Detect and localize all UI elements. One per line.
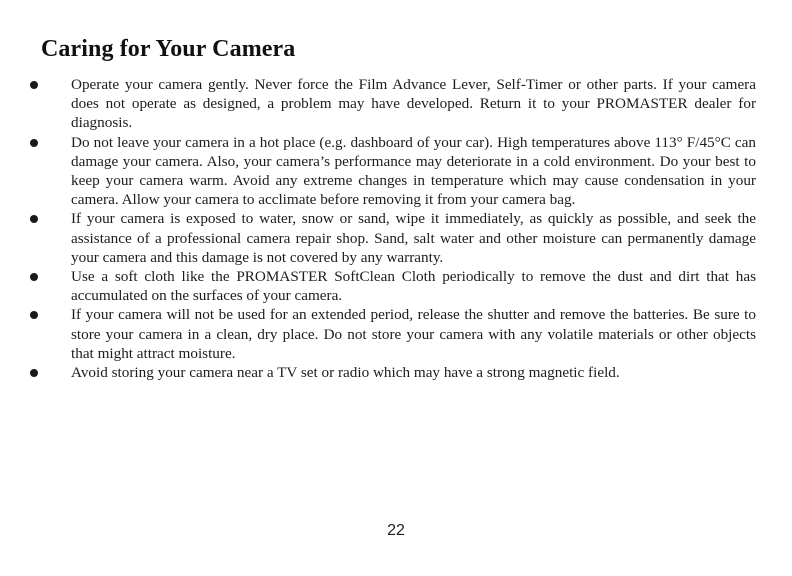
bullet-icon: [30, 215, 38, 223]
list-item-text: Avoid storing your camera near a TV set or radio which may have a strong magnetic field.: [71, 364, 620, 382]
bullet-icon: [30, 369, 38, 377]
list-item-text: If your camera will not be used for an extended period, release the shutter and remove the batteries. Be sure to store your camera in a clean, dry place. Do not store your camera with any volatile materials or other objects that might attract moisture.: [71, 306, 756, 362]
care-instructions-list: [30, 75, 756, 382]
list-item: [30, 209, 756, 267]
list-item-text: If your camera is exposed to water, snow or sand, wipe it immediately, as quickly as possible, and seek the assistance of a professional camera repair shop. Sand, salt water and other moisture can permanently damage your camera and this damage is not covered by any warranty.: [71, 210, 756, 266]
list-item: [30, 267, 756, 305]
list-item: [30, 75, 756, 133]
bullet-icon: [30, 311, 38, 319]
page-number: 22: [387, 522, 405, 539]
list-item-text: Operate your camera gently. Never force the Film Advance Lever, Self-Timer or other parts. If your camera does not operate as designed, a problem may have developed. Return it to your PROMASTER dealer for diagnosis.: [71, 76, 756, 132]
bullet-icon: [30, 273, 38, 281]
list-item: [30, 133, 756, 210]
page-title: Caring for Your Camera: [41, 36, 296, 62]
list-item: [30, 363, 756, 382]
list-item: [30, 305, 756, 363]
bullet-icon: [30, 139, 38, 147]
bullet-icon: [30, 81, 38, 89]
list-item-text: Use a soft cloth like the PROMASTER SoftClean Cloth periodically to remove the dust and dirt that has accumulated on the surfaces of your camera.: [71, 268, 756, 305]
list-item-text: Do not leave your camera in a hot place (e.g. dashboard of your car). High temperatures above 113° F/45°C can damage your camera. Also, your camera’s performance may deteriorate in a cold environment. Do your best to keep your camera warm. Avoid any extreme changes in temperature which may cause condensation in your camera. Allow your camera to acclimate before removing it from your camera bag.: [71, 133, 756, 209]
